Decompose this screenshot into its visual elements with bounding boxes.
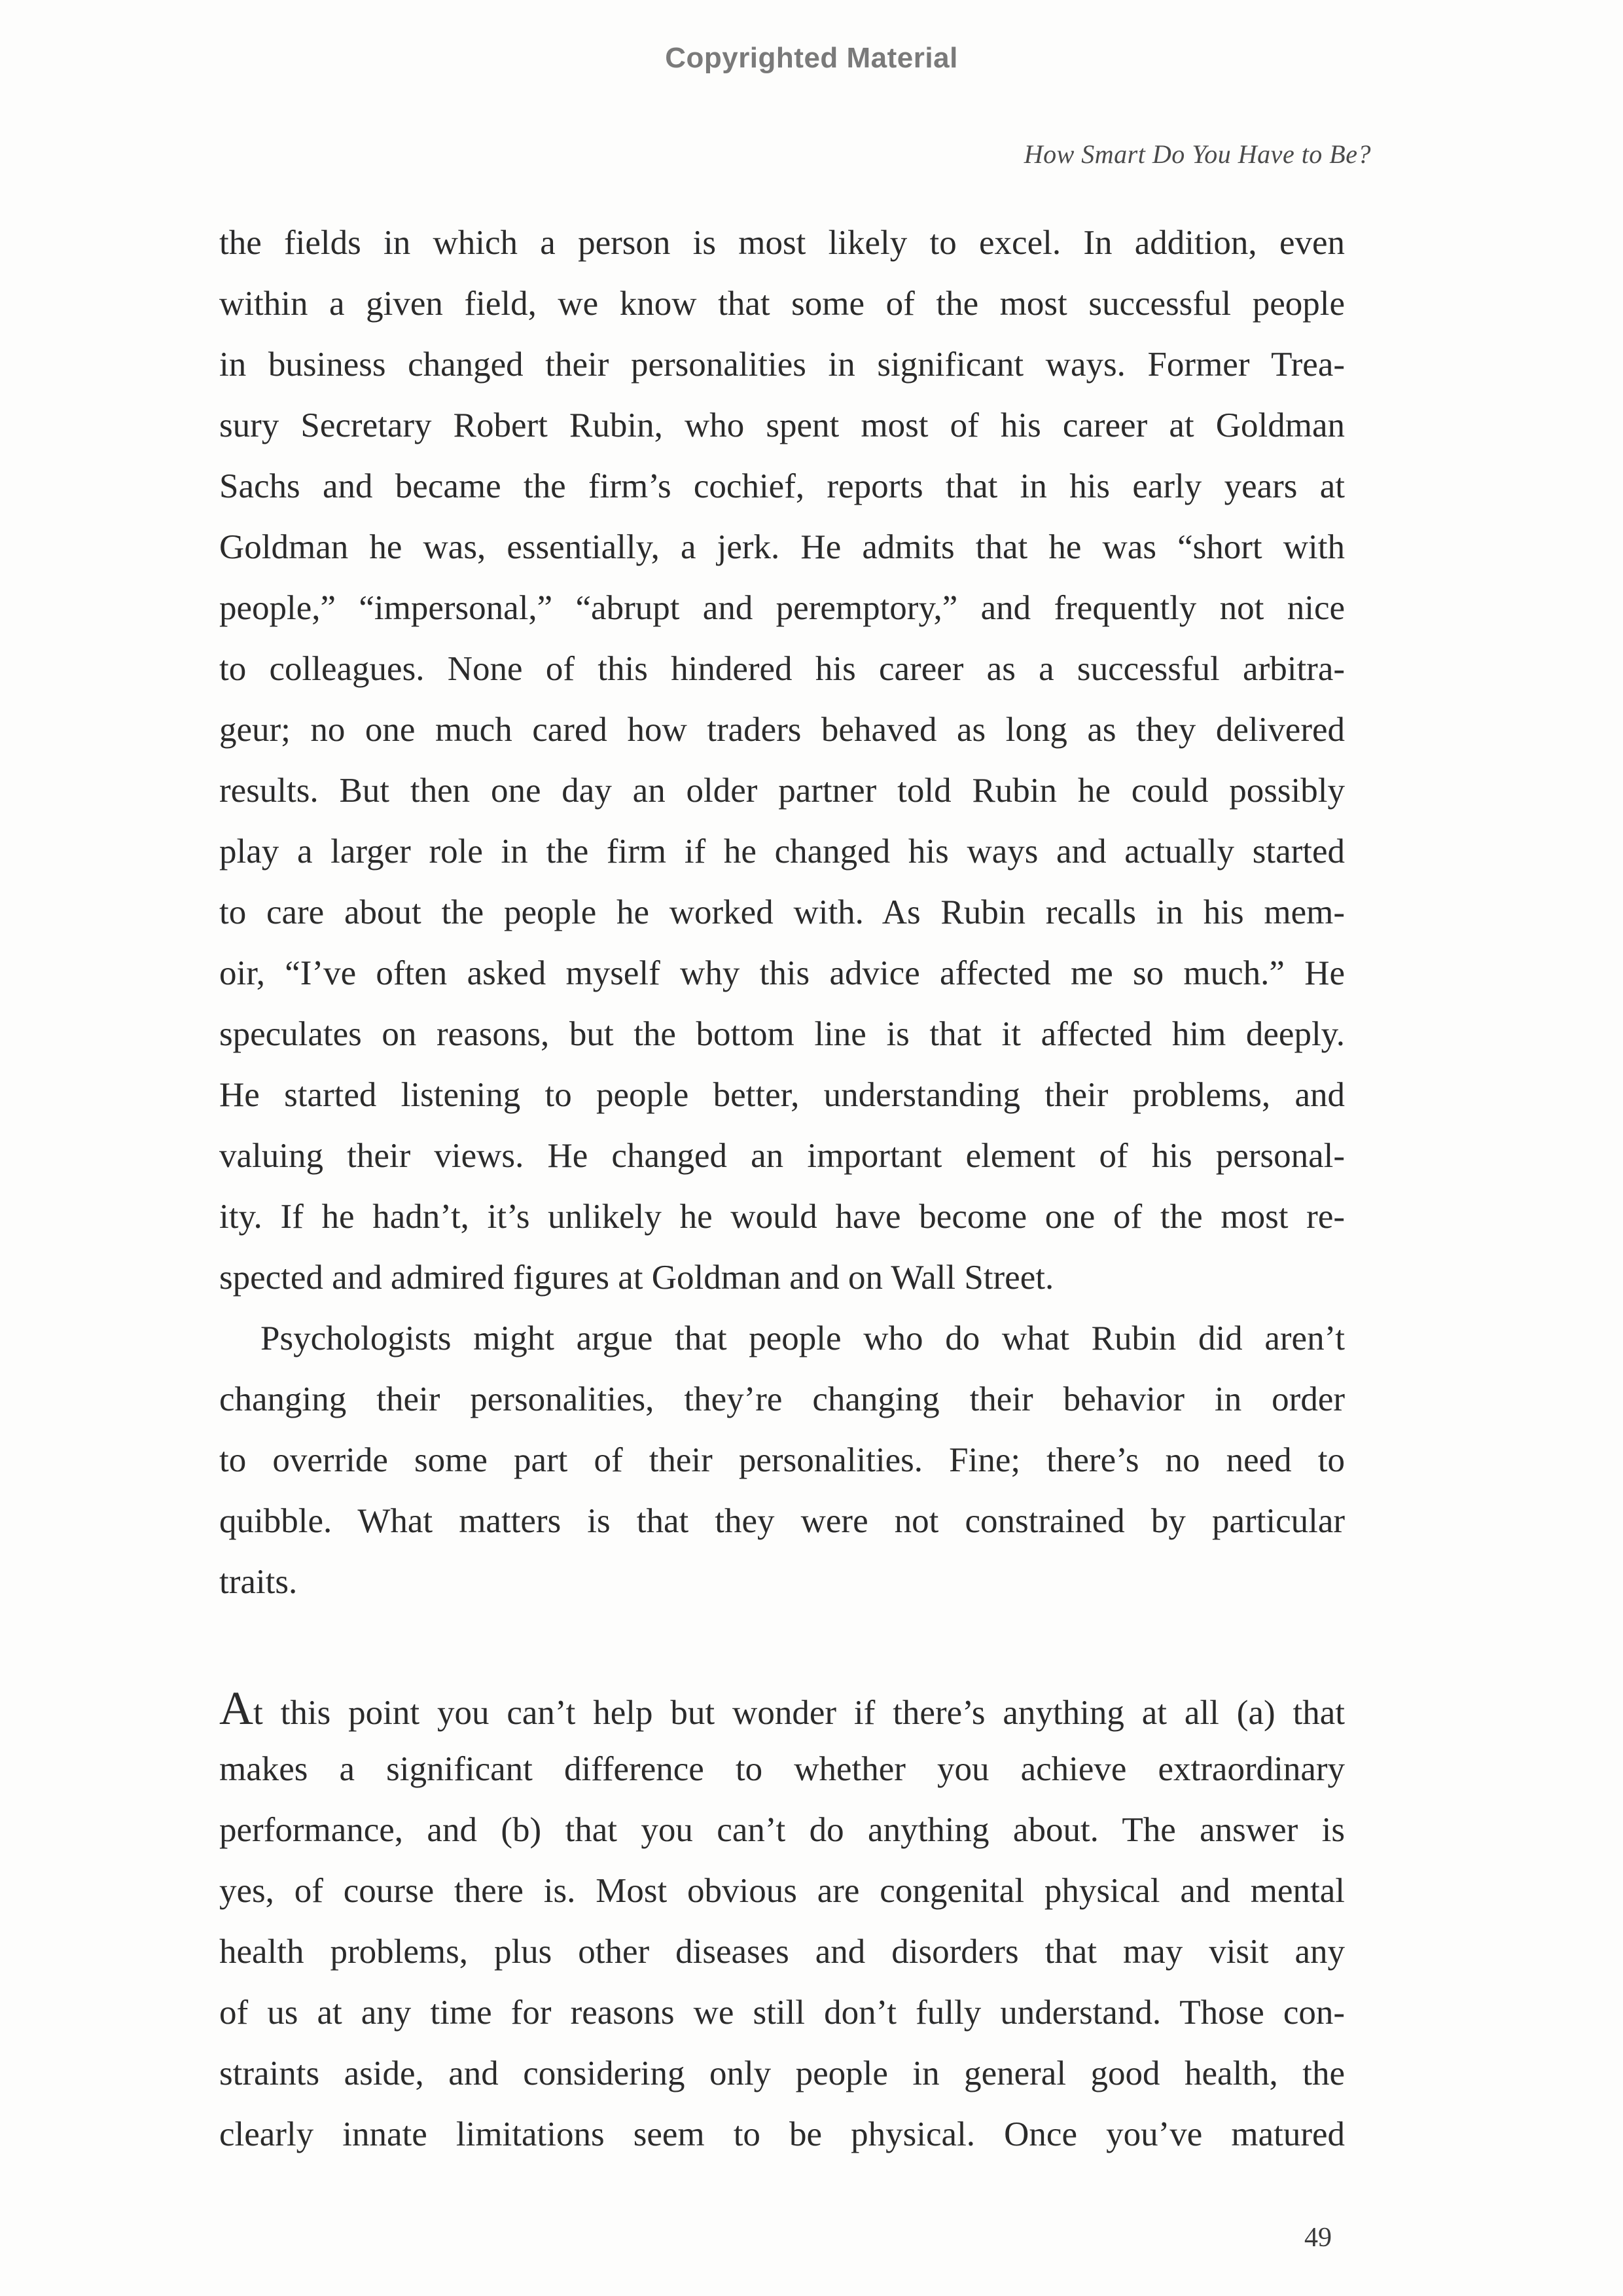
text-line-rest: t this point you can’t help but wonder if there’s anything at all (a) that <box>253 1694 1345 1732</box>
text-line: speculates on reasons, but the bottom line is that it affected him deeply. <box>219 1015 1345 1053</box>
text-line: Psychologists might argue that people who do what Rubin did aren’t <box>260 1319 1345 1357</box>
text-line: results. But then one day an older partner told Rubin he could possibly <box>219 772 1345 810</box>
text-line: to colleagues. None of this hindered his career as a successful arbitra- <box>219 650 1345 688</box>
text-line: play a larger role in the firm if he changed his ways and actually started <box>219 833 1345 870</box>
section-break <box>219 1613 1345 1678</box>
text-line: straints aside, and considering only people in general good health, the <box>219 2054 1345 2092</box>
running-head: How Smart Do You Have to Be? <box>1024 139 1371 169</box>
text-line: traits. <box>219 1563 298 1601</box>
text-line: sury Secretary Robert Rubin, who spent most of his career at Goldman <box>219 406 1345 444</box>
text-line: valuing their views. He changed an important element of his personal- <box>219 1137 1345 1175</box>
text-line: Sachs and became the firm’s cochief, reports that in his early years at <box>219 467 1345 505</box>
initial-letter: A <box>219 1682 253 1734</box>
text-line: changing their personalities, they’re changing their behavior in order <box>219 1380 1345 1418</box>
copyright-notice: Copyrighted Material <box>665 42 958 74</box>
text-line: performance, and (b) that you can’t do anything about. The answer is <box>219 1811 1345 1849</box>
text-line: within a given field, we know that some of the most successful people <box>219 285 1345 323</box>
text-line: makes a significant difference to whether you achieve extraordinary <box>219 1750 1345 1788</box>
text-line: ity. If he hadn’t, it’s unlikely he would have become one of the most re- <box>219 1198 1345 1236</box>
text-line: yes, of course there is. Most obvious are congenital physical and mental <box>219 1872 1345 1910</box>
body-text <box>219 213 1345 2165</box>
text-line: in business changed their personalities in significant ways. Former Trea- <box>219 346 1345 384</box>
text-line: geur; no one much cared how traders behaved as long as they delivered <box>219 711 1345 749</box>
text-line: He started listening to people better, understanding their problems, and <box>219 1076 1345 1114</box>
text-line: quibble. What matters is that they were not constrained by particular <box>219 1502 1345 1540</box>
text-line: oir, “I’ve often asked myself why this advice affected me so much.” He <box>219 954 1345 992</box>
text-line: the fields in which a person is most likely to excel. In addition, even <box>219 224 1345 262</box>
text-line: to care about the people he worked with. As Rubin recalls in his mem- <box>219 893 1345 931</box>
text-line: of us at any time for reasons we still don’t fully understand. Those con- <box>219 1994 1345 2032</box>
page-number: 49 <box>1304 2223 1332 2253</box>
text-line: spected and admired figures at Goldman and on Wall Street. <box>219 1259 1054 1297</box>
text-line: health problems, plus other diseases and disorders that may visit any <box>219 1933 1345 1971</box>
text-line: Goldman he was, essentially, a jerk. He admits that he was “short with <box>219 528 1345 566</box>
text-line: to override some part of their personalities. Fine; there’s no need to <box>219 1441 1345 1479</box>
text-line: clearly innate limitations seem to be physical. Once you’ve matured <box>219 2115 1345 2153</box>
text-line: people,” “impersonal,” “abrupt and peremptory,” and frequently not nice <box>219 589 1345 627</box>
text-line <box>219 1678 1345 1739</box>
